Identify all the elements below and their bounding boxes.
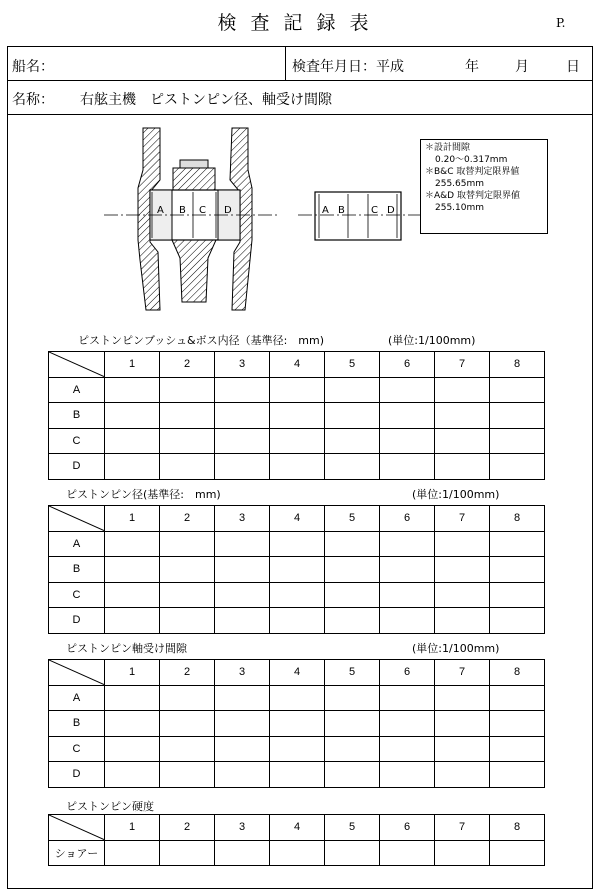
measurement-cell[interactable]: [270, 557, 325, 583]
row-header: ショアー: [49, 840, 105, 866]
measurement-cell[interactable]: [160, 840, 215, 866]
measurement-cell[interactable]: [380, 377, 435, 403]
measurement-cell[interactable]: [105, 454, 160, 480]
measurement-cell[interactable]: [380, 428, 435, 454]
measurement-cell[interactable]: [270, 736, 325, 762]
measurement-cell[interactable]: [325, 736, 380, 762]
table-row: [49, 403, 545, 429]
measurement-cell[interactable]: [490, 403, 545, 429]
row-header: D: [49, 454, 105, 480]
measurement-cell[interactable]: [270, 531, 325, 557]
column-header: 1: [105, 506, 160, 532]
measurement-cell[interactable]: [160, 608, 215, 634]
measurement-cell[interactable]: [490, 840, 545, 866]
column-header: 2: [160, 660, 215, 686]
measurement-cell[interactable]: [105, 608, 160, 634]
measurement-cell[interactable]: [435, 608, 490, 634]
bush-boss-title: ピストンピンブッシュ&ボス内径（基準径: mm): [78, 334, 325, 347]
column-header: 5: [325, 660, 380, 686]
bush-boss-unit: (単位:1/100mm): [388, 334, 476, 347]
measurement-cell[interactable]: [270, 582, 325, 608]
measurement-cell[interactable]: [325, 428, 380, 454]
measurement-cell[interactable]: [435, 582, 490, 608]
measurement-cell[interactable]: [325, 685, 380, 711]
table-corner-cell: [49, 815, 105, 841]
measurement-cell[interactable]: [380, 454, 435, 480]
measurement-cell[interactable]: [380, 762, 435, 788]
table-row: [49, 608, 545, 634]
row-header: D: [49, 762, 105, 788]
column-header: 6: [380, 506, 435, 532]
bc-limit-value: 255.65mm: [435, 179, 485, 189]
rod-top: [173, 168, 215, 190]
measurement-cell[interactable]: [490, 428, 545, 454]
column-header: 6: [380, 352, 435, 378]
column-header: 8: [490, 506, 545, 532]
row-header: C: [49, 582, 105, 608]
measurement-cell[interactable]: [490, 582, 545, 608]
name-value: 右舷主機 ピストンピン径、軸受け間隙: [80, 92, 332, 108]
measurement-cell[interactable]: [215, 711, 270, 737]
side-label-a: A: [322, 205, 329, 216]
measurement-cell[interactable]: [380, 557, 435, 583]
table-row: [49, 531, 545, 557]
measurement-cell[interactable]: [325, 582, 380, 608]
column-header: 3: [215, 660, 270, 686]
table-row: [49, 685, 545, 711]
row-header: B: [49, 711, 105, 737]
measurement-cell[interactable]: [160, 531, 215, 557]
measurement-cell[interactable]: [270, 711, 325, 737]
measurement-cell[interactable]: [215, 403, 270, 429]
side-label-b: B: [338, 205, 345, 216]
column-header: 5: [325, 815, 380, 841]
column-header: 7: [435, 506, 490, 532]
measurement-cell[interactable]: [270, 454, 325, 480]
measurement-cell[interactable]: [105, 428, 160, 454]
column-header: 3: [215, 352, 270, 378]
column-header: 7: [435, 815, 490, 841]
table-row: [49, 454, 545, 480]
column-header: 6: [380, 815, 435, 841]
column-header: 8: [490, 352, 545, 378]
measurement-cell[interactable]: [490, 711, 545, 737]
row-header: A: [49, 531, 105, 557]
measurement-cell[interactable]: [105, 403, 160, 429]
pin-diameter-unit: (単位:1/100mm): [412, 488, 500, 501]
column-header: 4: [270, 352, 325, 378]
measurement-cell[interactable]: [215, 428, 270, 454]
inspection-date-label: 検査年月日：平成: [292, 59, 404, 75]
measurement-cell[interactable]: [325, 531, 380, 557]
diagram-label-b: B: [179, 205, 186, 216]
table-corner-cell: [49, 660, 105, 686]
table-row: [49, 582, 545, 608]
column-header: 2: [160, 352, 215, 378]
table-header-row: [49, 506, 545, 532]
ad-limit-label: ＊A&D 取替判定限界値: [425, 191, 520, 201]
measurement-cell[interactable]: [490, 377, 545, 403]
measurement-cell[interactable]: [435, 840, 490, 866]
measurement-cell[interactable]: [160, 557, 215, 583]
month-label: 月: [515, 59, 529, 75]
measurement-cell[interactable]: [160, 711, 215, 737]
table-header-row: [49, 815, 545, 841]
diagram-label-c: C: [199, 205, 206, 216]
design-clearance-value: 0.20～0.317mm: [435, 155, 508, 165]
diagram-label-d: D: [224, 205, 232, 216]
measurement-cell[interactable]: [160, 582, 215, 608]
row-header: D: [49, 608, 105, 634]
measurement-cell[interactable]: [105, 736, 160, 762]
measurement-cell[interactable]: [380, 531, 435, 557]
design-clearance-label: ＊設計間隙: [425, 143, 471, 153]
measurement-cell[interactable]: [325, 608, 380, 634]
measurement-cell[interactable]: [215, 736, 270, 762]
table-row: [49, 762, 545, 788]
row-header: C: [49, 428, 105, 454]
specification-notes: [420, 139, 548, 234]
day-label: 日: [566, 59, 580, 75]
measurement-cell[interactable]: [325, 762, 380, 788]
measurement-cell[interactable]: [160, 428, 215, 454]
column-header: 5: [325, 506, 380, 532]
diagram-label-a: A: [157, 205, 164, 216]
measurement-cell[interactable]: [380, 840, 435, 866]
measurement-cell[interactable]: [105, 762, 160, 788]
column-header: 2: [160, 815, 215, 841]
measurement-cell[interactable]: [105, 711, 160, 737]
measurement-cell[interactable]: [215, 454, 270, 480]
measurement-cell[interactable]: [160, 762, 215, 788]
measurement-cell[interactable]: [105, 582, 160, 608]
bearing-clearance-unit: (単位:1/100mm): [412, 642, 500, 655]
measurement-cell[interactable]: [325, 711, 380, 737]
measurement-cell[interactable]: [380, 608, 435, 634]
bc-limit-label: ＊B&C 取替判定限界値: [425, 167, 520, 177]
pin-diameter-table: [48, 505, 545, 634]
measurement-cell[interactable]: [490, 454, 545, 480]
measurement-cell[interactable]: [435, 557, 490, 583]
row-header: B: [49, 403, 105, 429]
column-header: 4: [270, 815, 325, 841]
measurement-cell[interactable]: [325, 840, 380, 866]
measurement-cell[interactable]: [105, 840, 160, 866]
measurement-cell[interactable]: [105, 377, 160, 403]
table-corner-cell: [49, 352, 105, 378]
connecting-rod: [172, 240, 216, 302]
measurement-cell[interactable]: [160, 403, 215, 429]
row-header: A: [49, 377, 105, 403]
measurement-cell[interactable]: [435, 736, 490, 762]
measurement-cell[interactable]: [490, 531, 545, 557]
measurement-cell[interactable]: [105, 557, 160, 583]
measurement-cell[interactable]: [380, 582, 435, 608]
measurement-cell[interactable]: [435, 403, 490, 429]
column-header: 1: [105, 660, 160, 686]
column-header: 7: [435, 352, 490, 378]
measurement-cell[interactable]: [215, 685, 270, 711]
measurement-cell[interactable]: [215, 531, 270, 557]
table-header-row: [49, 660, 545, 686]
measurement-cell[interactable]: [435, 531, 490, 557]
measurement-cell[interactable]: [270, 608, 325, 634]
measurement-cell[interactable]: [490, 736, 545, 762]
side-label-c: C: [371, 205, 378, 216]
measurement-cell[interactable]: [215, 582, 270, 608]
table-row: [49, 711, 545, 737]
measurement-cell[interactable]: [215, 762, 270, 788]
side-label-d: D: [387, 205, 395, 216]
measurement-cell[interactable]: [325, 454, 380, 480]
column-header: 2: [160, 506, 215, 532]
row-header: A: [49, 685, 105, 711]
measurement-cell[interactable]: [215, 557, 270, 583]
measurement-cell[interactable]: [490, 685, 545, 711]
rod-cap: [180, 160, 208, 168]
measurement-cell[interactable]: [270, 685, 325, 711]
measurement-cell[interactable]: [270, 762, 325, 788]
measurement-cell[interactable]: [160, 736, 215, 762]
measurement-cell[interactable]: [270, 403, 325, 429]
column-header: 8: [490, 660, 545, 686]
measurement-cell[interactable]: [105, 531, 160, 557]
measurement-cell[interactable]: [160, 685, 215, 711]
ad-limit-value: 255.10mm: [435, 203, 485, 213]
measurement-cell[interactable]: [380, 685, 435, 711]
measurement-cell[interactable]: [325, 377, 380, 403]
measurement-cell[interactable]: [215, 377, 270, 403]
measurement-cell[interactable]: [435, 377, 490, 403]
pin-diameter-title: ピストンピン径(基準径: mm): [66, 488, 221, 501]
hardness-title: ピストンピン硬度: [66, 800, 154, 813]
measurement-cell[interactable]: [105, 685, 160, 711]
table-row: [49, 736, 545, 762]
column-header: 1: [105, 815, 160, 841]
measurement-cell[interactable]: [435, 685, 490, 711]
row-header: C: [49, 736, 105, 762]
measurement-cell[interactable]: [215, 840, 270, 866]
measurement-cell[interactable]: [435, 454, 490, 480]
name-label: 名称：: [12, 92, 54, 108]
bearing-clearance-title: ピストンピン軸受け間隙: [66, 642, 187, 655]
column-header: 3: [215, 506, 270, 532]
measurement-cell[interactable]: [215, 608, 270, 634]
measurement-cell[interactable]: [270, 377, 325, 403]
table-header-row: [49, 352, 545, 378]
measurement-cell[interactable]: [490, 762, 545, 788]
table-row: [49, 840, 545, 866]
pin-side-view: [315, 192, 401, 240]
column-header: 4: [270, 660, 325, 686]
column-header: 5: [325, 352, 380, 378]
column-header: 8: [490, 815, 545, 841]
page-number-label: P.: [556, 16, 566, 30]
measurement-cell[interactable]: [435, 428, 490, 454]
measurement-cell[interactable]: [325, 403, 380, 429]
table-corner-cell: [49, 506, 105, 532]
measurement-cell[interactable]: [435, 762, 490, 788]
measurement-cell[interactable]: [270, 428, 325, 454]
measurement-cell[interactable]: [435, 711, 490, 737]
measurement-cell[interactable]: [160, 454, 215, 480]
column-header: 6: [380, 660, 435, 686]
bush-boss-table: [48, 351, 545, 480]
column-header: 7: [435, 660, 490, 686]
bearing-clearance-table: [48, 659, 545, 788]
table-row: [49, 377, 545, 403]
measurement-cell[interactable]: [490, 608, 545, 634]
measurement-cell[interactable]: [325, 557, 380, 583]
table-row: [49, 428, 545, 454]
measurement-cell[interactable]: [380, 403, 435, 429]
column-header: 1: [105, 352, 160, 378]
ship-name-label: 船名：: [12, 59, 54, 75]
table-row: [49, 557, 545, 583]
year-label: 年: [465, 59, 479, 75]
measurement-cell[interactable]: [160, 377, 215, 403]
hardness-table: [48, 814, 545, 866]
measurement-cell[interactable]: [380, 736, 435, 762]
column-header: 3: [215, 815, 270, 841]
column-header: 4: [270, 506, 325, 532]
measurement-cell[interactable]: [270, 840, 325, 866]
measurement-cell[interactable]: [490, 557, 545, 583]
page-title: 検査記録表: [217, 12, 383, 34]
measurement-cell[interactable]: [380, 711, 435, 737]
row-header: B: [49, 557, 105, 583]
